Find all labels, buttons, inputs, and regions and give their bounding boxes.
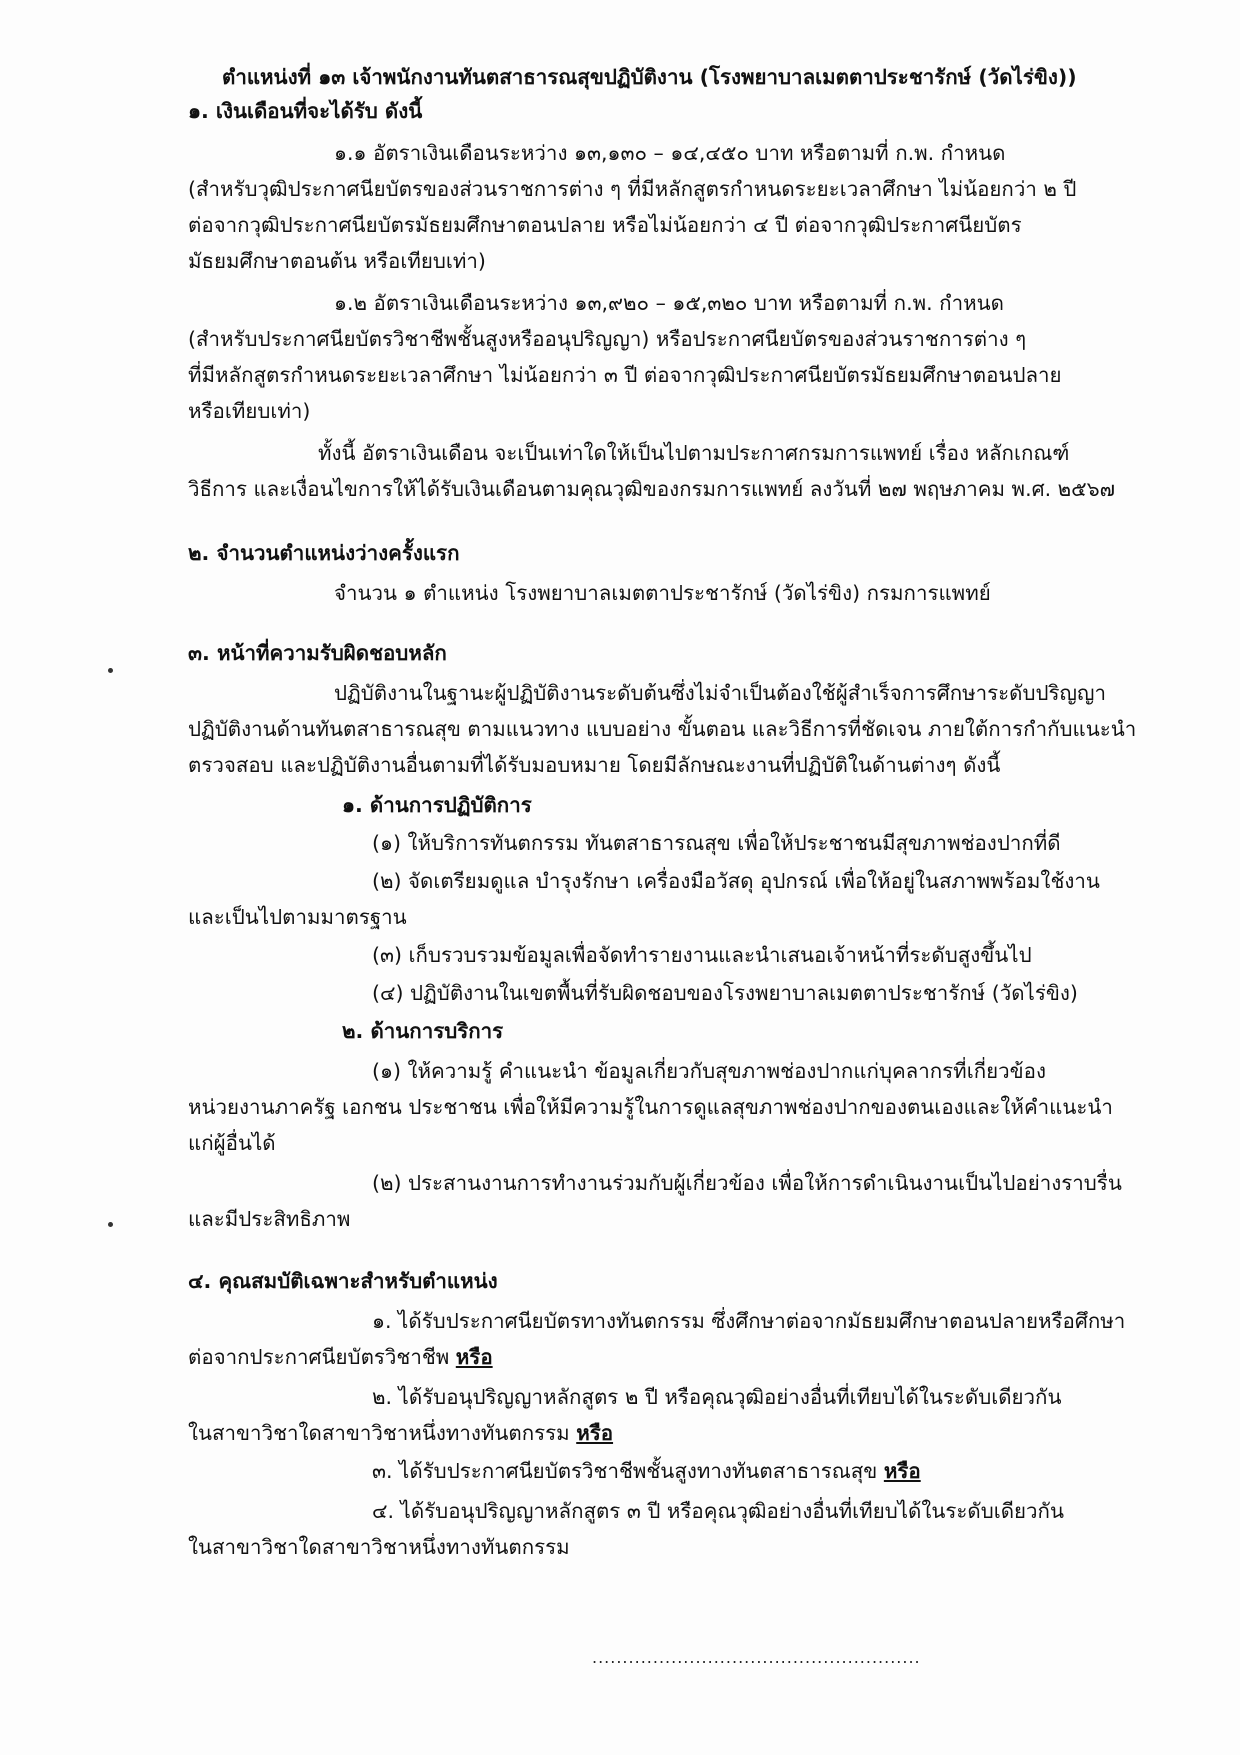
qualification-1: ๑. ได้รับประกาศนียบัตรทางทันตกรรม ซึ่งศึกษาต่อจากมัธยมศึกษาตอนปลายหรือศึกษา [372,1309,1126,1333]
section-1-heading: ๑. เงินเดือนที่จะได้รับ ดังนี้ [188,99,423,123]
signature-dotted-line: ...................................................... [592,1648,921,1667]
duties-intro: ปฏิบัติงานในฐานะผู้ปฏิบัติงานระดับต้นซึ่งไม่จำเป็นต้องใช้ผู้สำเร็จการศึกษาระดับปริญญา [334,681,1106,705]
margin-dot [108,1222,113,1227]
duties-intro: ปฏิบัติงานด้านทันตสาธารณสุข ตามแนวทาง แบบอย่าง ขั้นตอน และวิธีการที่ชัดเจน ภายใต้การกำกับแนะนำ [188,717,1137,741]
qualification-3: ๓. ได้รับประกาศนียบัตรวิชาชีพชั้นสูงทางทันตสาธารณสุข หรือ [372,1459,921,1483]
qualification-2-cont: ในสาขาวิชาใดสาขาวิชาหนึ่งทางทันตกรรม หรือ [188,1421,614,1445]
salary-rate-1: ๑.๑ อัตราเงินเดือนระหว่าง ๑๓,๑๓๐ – ๑๔,๔๕๐ บาท หรือตามที่ ก.พ. กำหนด [334,141,1006,165]
salary-rate-2-text: ที่มีหลักสูตรกำหนดระยะเวลาศึกษา ไม่น้อยกว่า ๓ ปี ต่อจากวุฒิประกาศนียบัตรมัธยมศึกษาตอนปลาย [188,363,1062,387]
salary-rate-1-text: ต่อจากวุฒิประกาศนียบัตรมัธยมศึกษาตอนปลาย หรือไม่น้อยกว่า ๔ ปี ต่อจากวุฒิประกาศนียบัตร [188,213,1022,237]
section-4-heading: ๔. คุณสมบัติเฉพาะสำหรับตำแหน่ง [188,1269,498,1293]
operations-item: และเป็นไปตามมาตรฐาน [188,905,407,929]
operations-item: (๓) เก็บรวบรวมข้อมูลเพื่อจัดทำรายงานและนำเสนอเจ้าหน้าที่ระดับสูงขึ้นไป [372,943,1032,967]
or-word: หรือ [455,1345,493,1369]
services-item: (๒) ประสานงานการทำงานร่วมกับผู้เกี่ยวข้อง เพื่อให้การดำเนินงานเป็นไปอย่างราบรื่น [372,1171,1122,1195]
position-title: ตำแหน่งที่ ๑๓ เจ้าพนักงานทันตสาธารณสุขปฏิบัติงาน (โรงพยาบาลเมตตาประชารักษ์ (วัดไร่ขิง)) [222,65,1077,89]
section-2-heading: ๒. จำนวนตำแหน่งว่างครั้งแรก [188,541,460,565]
qualification-2: ๒. ได้รับอนุปริญญาหลักสูตร ๒ ปี หรือคุณวุฒิอย่างอื่นที่เทียบได้ในระดับเดียวกัน [372,1385,1062,1409]
salary-rate-2-text: (สำหรับประกาศนียบัตรวิชาชีพชั้นสูงหรืออนุปริญญา) หรือประกาศนียบัตรของส่วนราชการต่าง ๆ [188,327,1027,351]
services-item: แก่ผู้อื่นได้ [188,1131,276,1155]
qualification-1-cont: ต่อจากประกาศนียบัตรวิชาชีพ หรือ [188,1345,493,1369]
services-item: (๑) ให้ความรู้ คำแนะนำ ข้อมูลเกี่ยวกับสุขภาพช่องปากแก่บุคลากรที่เกี่ยวข้อง [372,1059,1046,1083]
services-item: และมีประสิทธิภาพ [188,1207,351,1231]
qualification-4: ๔. ได้รับอนุปริญญาหลักสูตร ๓ ปี หรือคุณวุฒิอย่างอื่นที่เทียบได้ในระดับเดียวกัน [372,1499,1064,1523]
margin-dot [108,668,113,673]
salary-rate-1-text: (สำหรับวุฒิประกาศนียบัตรของส่วนราชการต่าง ๆ ที่มีหลักสูตรกำหนดระยะเวลาศึกษา ไม่น้อยกว่า ๒ ปี [188,177,1077,201]
salary-rate-1-text: มัธยมศึกษาตอนต้น หรือเทียบเท่า) [188,249,486,273]
or-word: หรือ [576,1421,614,1445]
duties-intro: ตรวจสอบ และปฏิบัติงานอื่นตามที่ได้รับมอบหมาย โดยมีลักษณะงานที่ปฏิบัติในด้านต่างๆ ดังนี้ [188,753,1001,777]
services-heading: ๒. ด้านการบริการ [342,1019,504,1043]
operations-item: (๑) ให้บริการทันตกรรม ทันตสาธารณสุข เพื่อให้ประชาชนมีสุขภาพช่องปากที่ดี [372,831,1061,855]
salary-note: ทั้งนี้ อัตราเงินเดือน จะเป็นเท่าใดให้เป็นไปตามประกาศกรมการแพทย์ เรื่อง หลักเกณฑ์ [318,441,1070,465]
qualification-4-cont: ในสาขาวิชาใดสาขาวิชาหนึ่งทางทันตกรรม [188,1535,570,1559]
vacancy-count: จำนวน ๑ ตำแหน่ง โรงพยาบาลเมตตาประชารักษ์ (วัดไร่ขิง) กรมการแพทย์ [334,581,991,605]
operations-item: (๔) ปฏิบัติงานในเขตพื้นที่รับผิดชอบของโรงพยาบาลเมตตาประชารักษ์ (วัดไร่ขิง) [372,981,1078,1005]
salary-note: วิธีการ และเงื่อนไขการให้ได้รับเงินเดือนตามคุณวุฒิของกรมการแพทย์ ลงวันที่ ๒๗ พฤษภาคม พ.ศ. ๒๕๖๗ [188,477,1116,501]
or-word: หรือ [883,1459,921,1483]
salary-rate-2-text: หรือเทียบเท่า) [188,399,311,423]
operations-item: (๒) จัดเตรียมดูแล บำรุงรักษา เครื่องมือวัสดุ อุปกรณ์ เพื่อให้อยู่ในสภาพพร้อมใช้งาน [372,869,1100,893]
operations-heading: ๑. ด้านการปฏิบัติการ [342,793,532,817]
salary-rate-2: ๑.๒ อัตราเงินเดือนระหว่าง ๑๓,๙๒๐ – ๑๕,๓๒๐ บาท หรือตามที่ ก.พ. กำหนด [334,291,1004,315]
section-3-heading: ๓. หน้าที่ความรับผิดชอบหลัก [188,641,447,665]
services-item: หน่วยงานภาครัฐ เอกชน ประชาชน เพื่อให้มีความรู้ในการดูแลสุขภาพช่องปากของตนเองและให้คำแนะนำ [188,1095,1113,1119]
